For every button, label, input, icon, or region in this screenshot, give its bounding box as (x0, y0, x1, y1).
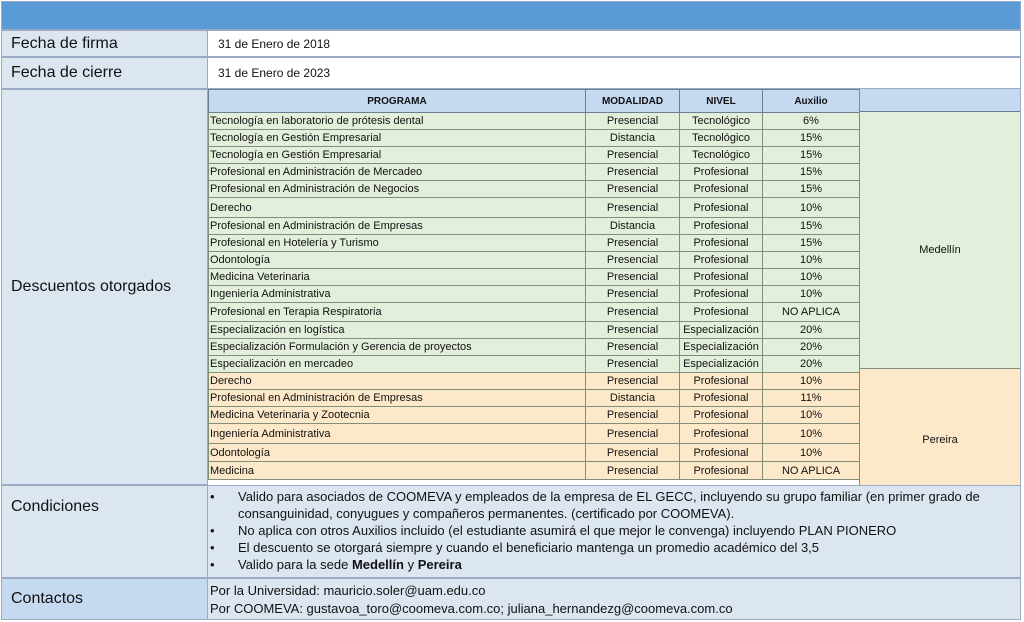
condicion-3-text: El descuento se otorgará siempre y cuando el beneficiario mantenga un promedio académico del 3,5 (238, 540, 820, 555)
table-row (209, 198, 860, 218)
cell-nivel: Profesional (680, 462, 763, 480)
cell-auxilio: NO APLICA (763, 462, 860, 480)
list-item (208, 556, 1012, 573)
condicion-4-city1: Medellín (351, 557, 404, 572)
cell-programa: Profesional en Hotelería y Turismo (209, 235, 586, 252)
cell-modalidad: Presencial (586, 181, 680, 198)
cell-programa: Profesional en Administración de Empresas (209, 218, 586, 235)
cell-auxilio: 15% (763, 218, 860, 235)
contactos-label: Contactos (1, 578, 208, 620)
bullet: • (210, 540, 215, 555)
pereira-block (859, 369, 1020, 485)
table-row (209, 444, 860, 462)
cell-programa: Ingeniería Administrativa (209, 286, 586, 303)
condicion-1-text: Valido para asociados de COOMEVA y empleados de la empresa de EL GECC, incluyendo su grupo familiar (en primer grado de consanguinidad, conyugues y compañeros permanentes. (certificado por COOMEVA). (238, 489, 980, 521)
bullet: • (210, 523, 215, 538)
contactos-content (208, 578, 1021, 620)
cell-modalidad: Presencial (586, 303, 680, 322)
header-programa: PROGRAMA (209, 90, 586, 113)
contacto-universidad: Por la Universidad: mauricio.soler@uam.edu.co (210, 583, 486, 598)
cell-auxilio: 15% (763, 181, 860, 198)
table-row (209, 130, 860, 147)
table-row (209, 303, 860, 322)
condicion-4-city2: Pereira (417, 557, 462, 572)
cell-modalidad: Presencial (586, 269, 680, 286)
cell-programa: Odontología (209, 252, 586, 269)
cell-programa: Especialización en mercadeo (209, 356, 586, 373)
table-row (209, 462, 860, 480)
table-row (209, 113, 860, 130)
cell-nivel: Profesional (680, 373, 763, 390)
cell-programa: Especialización en logística (209, 322, 586, 339)
cell-auxilio: 10% (763, 407, 860, 424)
cell-auxilio: 10% (763, 444, 860, 462)
table-row (209, 147, 860, 164)
cell-auxilio: 20% (763, 356, 860, 373)
cell-nivel: Tecnológico (680, 147, 763, 164)
fecha-firma-value: 31 de Enero de 2018 (208, 30, 1021, 57)
fecha-cierre-label: Fecha de cierre (1, 57, 208, 89)
condicion-4-prefix: Valido para la sede (238, 557, 352, 572)
table-row (209, 339, 860, 356)
condiciones-list (208, 488, 1012, 573)
cell-programa: Profesional en Terapia Respiratoria (209, 303, 586, 322)
cell-nivel: Profesional (680, 424, 763, 444)
cell-programa: Profesional en Administración de Negocios (209, 181, 586, 198)
cell-nivel: Profesional (680, 252, 763, 269)
cell-programa: Profesional en Administración de Empresas (209, 390, 586, 407)
cell-programa: Medicina Veterinaria y Zootecnia (209, 407, 586, 424)
table-row (209, 322, 860, 339)
cell-nivel: Tecnológico (680, 130, 763, 147)
cell-auxilio: 6% (763, 113, 860, 130)
condicion-4-and: y (403, 557, 418, 572)
cell-modalidad: Presencial (586, 235, 680, 252)
fecha-cierre-value: 31 de Enero de 2023 (208, 57, 1021, 89)
cell-modalidad: Distancia (586, 218, 680, 235)
descuentos-table (208, 89, 860, 480)
list-item (208, 539, 1012, 556)
cell-programa: Odontología (209, 444, 586, 462)
cell-nivel: Profesional (680, 181, 763, 198)
cell-programa: Tecnología en laboratorio de prótesis dental (209, 113, 586, 130)
header-auxilio: Auxilio (763, 90, 860, 113)
cell-nivel: Especialización (680, 322, 763, 339)
cell-auxilio: 15% (763, 147, 860, 164)
cell-auxilio: 10% (763, 373, 860, 390)
cell-modalidad: Presencial (586, 286, 680, 303)
descuentos-label: Descuentos otorgados (1, 89, 208, 485)
descuentos-row (1, 89, 1021, 485)
cell-modalidad: Presencial (586, 113, 680, 130)
cell-nivel: Profesional (680, 444, 763, 462)
cell-auxilio: 15% (763, 164, 860, 181)
cell-programa: Tecnología en Gestión Empresarial (209, 130, 586, 147)
cell-nivel: Profesional (680, 269, 763, 286)
cell-nivel: Profesional (680, 218, 763, 235)
cell-programa: Ingeniería Administrativa (209, 424, 586, 444)
cell-auxilio: 15% (763, 235, 860, 252)
cell-modalidad: Distancia (586, 390, 680, 407)
cell-nivel: Profesional (680, 407, 763, 424)
table-row (209, 390, 860, 407)
table-row (209, 218, 860, 235)
table-row (209, 235, 860, 252)
condiciones-row (1, 485, 1021, 578)
fecha-firma-label: Fecha de firma (1, 30, 208, 57)
cell-auxilio: 20% (763, 339, 860, 356)
cell-modalidad: Presencial (586, 147, 680, 164)
header-modalidad: MODALIDAD (586, 90, 680, 113)
cell-nivel: Profesional (680, 164, 763, 181)
contacto-coomeva: Por COOMEVA: gustavoa_toro@coomeva.com.co; juliana_hernandezg@coomeva.com.co (210, 601, 733, 616)
cell-modalidad: Presencial (586, 164, 680, 181)
cell-programa: Medicina Veterinaria (209, 269, 586, 286)
table-row (209, 373, 860, 390)
header-bar (1, 1, 1021, 30)
cell-modalidad: Presencial (586, 198, 680, 218)
cell-nivel: Profesional (680, 286, 763, 303)
cell-nivel: Profesional (680, 303, 763, 322)
table-row (209, 164, 860, 181)
cell-modalidad: Presencial (586, 462, 680, 480)
cell-modalidad: Presencial (586, 373, 680, 390)
medellin-label: Medellín (919, 244, 961, 256)
table-header-row (209, 90, 860, 113)
cell-auxilio: 10% (763, 424, 860, 444)
cell-modalidad: Presencial (586, 407, 680, 424)
table-row (209, 356, 860, 373)
table-row (209, 424, 860, 444)
cell-modalidad: Presencial (586, 252, 680, 269)
table-row (209, 286, 860, 303)
table-row (209, 407, 860, 424)
header-nivel: NIVEL (680, 90, 763, 113)
cell-modalidad: Distancia (586, 130, 680, 147)
cell-auxilio: 10% (763, 286, 860, 303)
cell-programa: Derecho (209, 373, 586, 390)
cell-modalidad: Presencial (586, 356, 680, 373)
cell-nivel: Profesional (680, 235, 763, 252)
cell-nivel: Especialización (680, 339, 763, 356)
list-item (208, 488, 1012, 522)
cell-modalidad: Presencial (586, 339, 680, 356)
contactos-row (1, 578, 1021, 620)
medellin-block (859, 89, 1020, 369)
list-item (208, 522, 1012, 539)
cell-programa: Profesional en Administración de Mercadeo (209, 164, 586, 181)
table-row (209, 252, 860, 269)
condiciones-label: Condiciones (1, 485, 208, 578)
condicion-2-text: No aplica con otros Auxilios incluido (el estudiante asumirá el que mejor le convenga) incluyendo PLAN PIONERO (238, 523, 897, 538)
cell-programa: Especialización Formulación y Gerencia de proyectos (209, 339, 586, 356)
cell-auxilio: NO APLICA (763, 303, 860, 322)
cell-modalidad: Presencial (586, 424, 680, 444)
cell-auxilio: 10% (763, 198, 860, 218)
bullet: • (210, 557, 215, 572)
cell-programa: Medicina (209, 462, 586, 480)
cell-nivel: Profesional (680, 390, 763, 407)
table-header-empty-cell (860, 89, 1020, 112)
bullet: • (210, 489, 215, 504)
fecha-cierre-row (1, 57, 1021, 89)
table-row (209, 269, 860, 286)
fecha-firma-row (1, 30, 1021, 57)
cell-modalidad: Presencial (586, 322, 680, 339)
cell-auxilio: 10% (763, 269, 860, 286)
cell-auxilio: 11% (763, 390, 860, 407)
cell-auxilio: 20% (763, 322, 860, 339)
condiciones-content (208, 485, 1021, 578)
cell-auxilio: 10% (763, 252, 860, 269)
table-row (209, 181, 860, 198)
cell-modalidad: Presencial (586, 444, 680, 462)
cell-nivel: Profesional (680, 198, 763, 218)
cell-nivel: Especialización (680, 356, 763, 373)
cell-auxilio: 15% (763, 130, 860, 147)
pereira-label: Pereira (922, 434, 958, 446)
cell-programa: Tecnología en Gestión Empresarial (209, 147, 586, 164)
cell-nivel: Tecnológico (680, 113, 763, 130)
cell-programa: Derecho (209, 198, 586, 218)
descuentos-table-wrap (208, 89, 1021, 485)
